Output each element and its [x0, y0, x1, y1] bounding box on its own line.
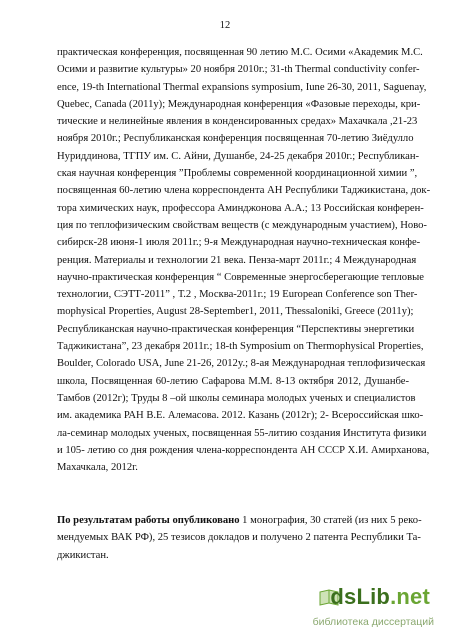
- summary-line-3: джикистан.: [57, 549, 109, 561]
- dslib-logo: [330, 584, 430, 610]
- paragraph-line: Махачкала, 2012г.: [57, 462, 138, 474]
- paragraph-line: сибирск-28 июня-1 июля 2011г.; 9-я Международная научно-техническая конфе-: [57, 237, 421, 249]
- paragraph-line: тора химических наук, профессора Аминджонова А.А.; 13 Российская конферен-: [57, 202, 424, 214]
- paragraph-line: и 105- летию со дня рождения члена-корреспондента АН СССР Х.И. Амирханова,: [57, 444, 430, 456]
- dslib-watermark[interactable]: [276, 584, 436, 628]
- paragraph-line: ция по теплофизическим свойствам веществ (с международным участием), Ново-: [57, 219, 427, 231]
- summary-paragraph: [57, 512, 422, 564]
- paragraph-line: ла-семинар молодых ученых, посвященная 55-литию создания Института физики: [57, 427, 427, 439]
- paragraph-line: Quebec, Canada (2011y); Международная конференция «Фазовые переходы, кри-: [57, 98, 421, 110]
- paragraph-line: ence, 19-th International Thermal expansions symposium, Iune 26-30, 2011, Saguenay,: [57, 81, 427, 93]
- paragraph-line: mophysical Properties, August 28-September1, 2011, Thessaloniki, Greece (2011y);: [57, 306, 414, 318]
- paragraph-line: технологии, СЭТТ-2011” , Т.2 , Москва-2011г.; 19 European Conference son Ther-: [57, 289, 418, 301]
- paragraph-line: Тамбов (2012г); Труды 8 –ой школы семинара молодых ученых и специалистов: [57, 392, 416, 404]
- logo-main-text: dsLib: [330, 584, 391, 609]
- summary-line-2: мендуемых ВАК РФ), 25 тезисов докладов и получено 2 патента Республики Та-: [57, 532, 421, 544]
- summary-bold-lead: По результатам работы опубликовано: [57, 515, 240, 526]
- paragraph-line: тические и нелинейные явления в конденсированных средах» Махачкала ,21-23: [57, 116, 418, 128]
- paragraph-line: Осими и развитие культуры» 20 ноября 2010г.; 31-th Thermal conductivity confer-: [57, 64, 420, 76]
- paragraph-line: научно-практическая конференция “ Современные энергосберегающие тепловые: [57, 271, 424, 283]
- summary-line-1: [57, 512, 422, 529]
- logo-tld-text: .net: [390, 584, 430, 609]
- paragraph-line: ская научная конференция ”Проблемы современной координационной химии ”,: [57, 168, 418, 180]
- body-paragraph: [57, 44, 431, 476]
- paragraph-line: посвященная 60-летию члена корреспондента АН Республики Таджикистана, док-: [57, 185, 431, 197]
- paragraph-line: школа, Посвященная 60-летию Сафарова М.М. 8-13 октября 2012, Душанбе-: [57, 375, 409, 387]
- paragraph-line: ренция. Материалы и технологии 21 века. Пенза-март 2011г.; 4 Международная: [57, 254, 417, 266]
- paragraph-line: Нуриддинова, ТГПУ им. С. Айни, Душанбе, 24-25 декабря 2010г.; Республикан-: [57, 150, 420, 162]
- watermark-caption: библиотека диссертаций: [312, 616, 434, 628]
- paragraph-line: практическая конференция, посвященная 90 летию М.С. Осими «Академик М.С.: [57, 47, 423, 58]
- page-number: 12: [219, 20, 231, 31]
- paragraph-line: Boulder, Colorado USA, June 21-26, 2012y.; 8-ая Международная теплофизическая: [57, 358, 426, 370]
- paragraph-line: им. академика РАН В.Е. Алемасова. 2012. Казань (2012г); 2- Всероссийская шко-: [57, 410, 424, 422]
- summary-line-1-rest: 1 монография, 30 статей (из них 5 реко-: [239, 515, 422, 526]
- paragraph-line: Таджикистана”, 23 декабря 2011г.; 18-th Symposium on Thermophysical Properties,: [57, 341, 424, 353]
- paragraph-line: Республиканская научно-практическая конференция “Перспективы энергетики: [57, 323, 415, 335]
- paragraph-line: ноября 2010г.; Республиканская конференция посвященная 70-летию Зиёдулло: [57, 133, 414, 145]
